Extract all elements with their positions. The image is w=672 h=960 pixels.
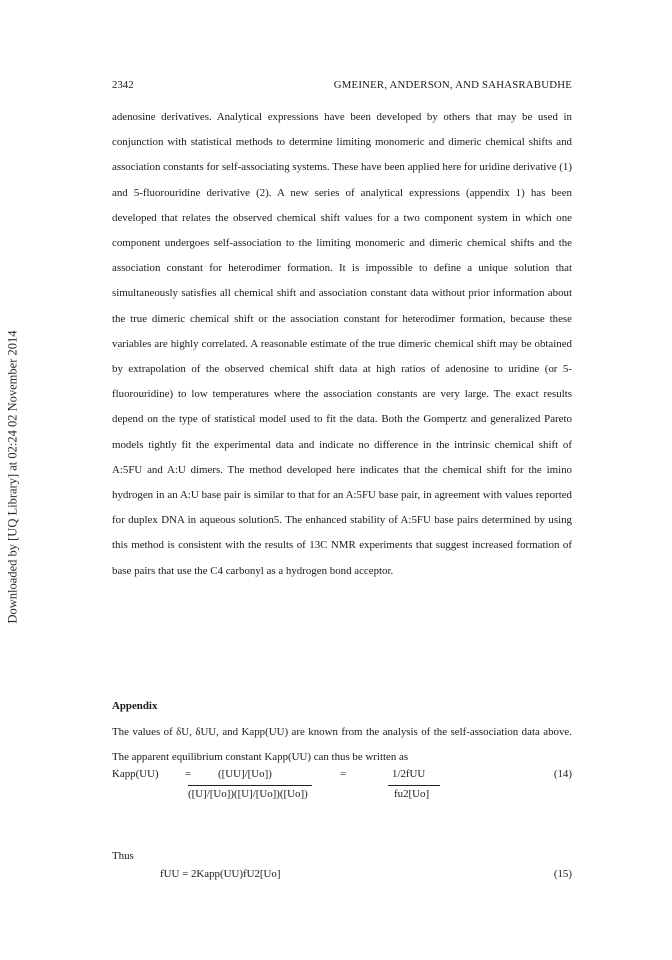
body-paragraph: adenosine derivatives. Analytical expressions have been developed by others that may be used in conjunction with statistical methods to determine limiting monomeric and dimeric chemical shifts and association constants for self-associating systems. These have been applied here for uridine derivative (1) and 5-fluorouridine derivative (2). A new series of analytical expressions (appendix 1) has been developed that relates the observed chemical shift values for a two component system in which one component undergoes self-association to the limiting monomeric and dimeric chemical shifts and the association constant for heterodimer formation. It is impossible to define a unique solution that simultaneously satisfies all chemical shift and association constant data without prior information about the true dimeric chemical shift or the association constant for heterodimer formation, because these variables are highly correlated. A reasonable estimate of the true dimeric chemical shift may be obtained by extrapolation of the observed chemical shift data at high ratios of adenosine to uridine (or 5-fluorouridine) to low temperatures where the association constants are very large. The exact results depend on the type of statistical model used to fit the data. Both the Gompertz and generalized Pareto models tightly fit the experimental data and indicate no difference in the intrinsic chemical shift of A:5FU and A:U dimers. The method developed here indicates that the chemical shift for the imino hydrogen in an A:U base pair is similar to that for an A:5FU base pair, in agreement with values reported for duplex DNA in aqueous solution5. The enhanced stability of A:5FU base pairs determined by using this method is consistent with the results of 13C NMR experiments that suggest increased formation of base pairs that use the C4 carbonyl as a hydrogen bond acceptor.: [112, 111, 572, 577]
eq14-lhs: Kapp(UU): [112, 768, 159, 780]
download-watermark: [0, 0, 26, 960]
main-paragraph: [112, 105, 572, 584]
eq15-body: fUU = 2Kapp(UU)fU2[Uo]: [160, 868, 281, 880]
page-number: 2342: [112, 79, 134, 91]
eq14-number: (14): [553, 768, 572, 780]
appendix-intro: [112, 720, 572, 770]
appendix-heading: Appendix: [112, 700, 158, 712]
eq14-fraction-bar-2: [388, 785, 440, 786]
thus-label: Thus: [112, 850, 134, 862]
running-head-authors: GMEINER, ANDERSON, AND SAHASRABUDHE: [333, 79, 572, 91]
appendix-intro-text: The values of δU, δUU, and Kapp(UU) are known from the analysis of the self-association data above. The apparent equilibrium constant Kapp(UU) can thus be written as: [112, 726, 572, 764]
eq14-denominator-1: ([U]/[Uo])([U]/[Uo])([Uo]): [188, 788, 308, 800]
eq14-equals-2: =: [340, 768, 347, 780]
download-note: Downloaded by [UQ Library] at 02:24 02 November 2014: [5, 330, 20, 624]
eq14-fraction-bar-1: [188, 785, 312, 786]
eq15-number: (15): [553, 868, 572, 880]
running-header: [112, 79, 572, 95]
eq14-numerator-1: ([UU]/[Uo]): [218, 768, 272, 780]
eq14-denominator-2: fu2[Uo]: [394, 788, 430, 800]
eq14-equals-1: =: [185, 768, 192, 780]
eq14-numerator-2: 1/2fUU: [392, 768, 426, 780]
